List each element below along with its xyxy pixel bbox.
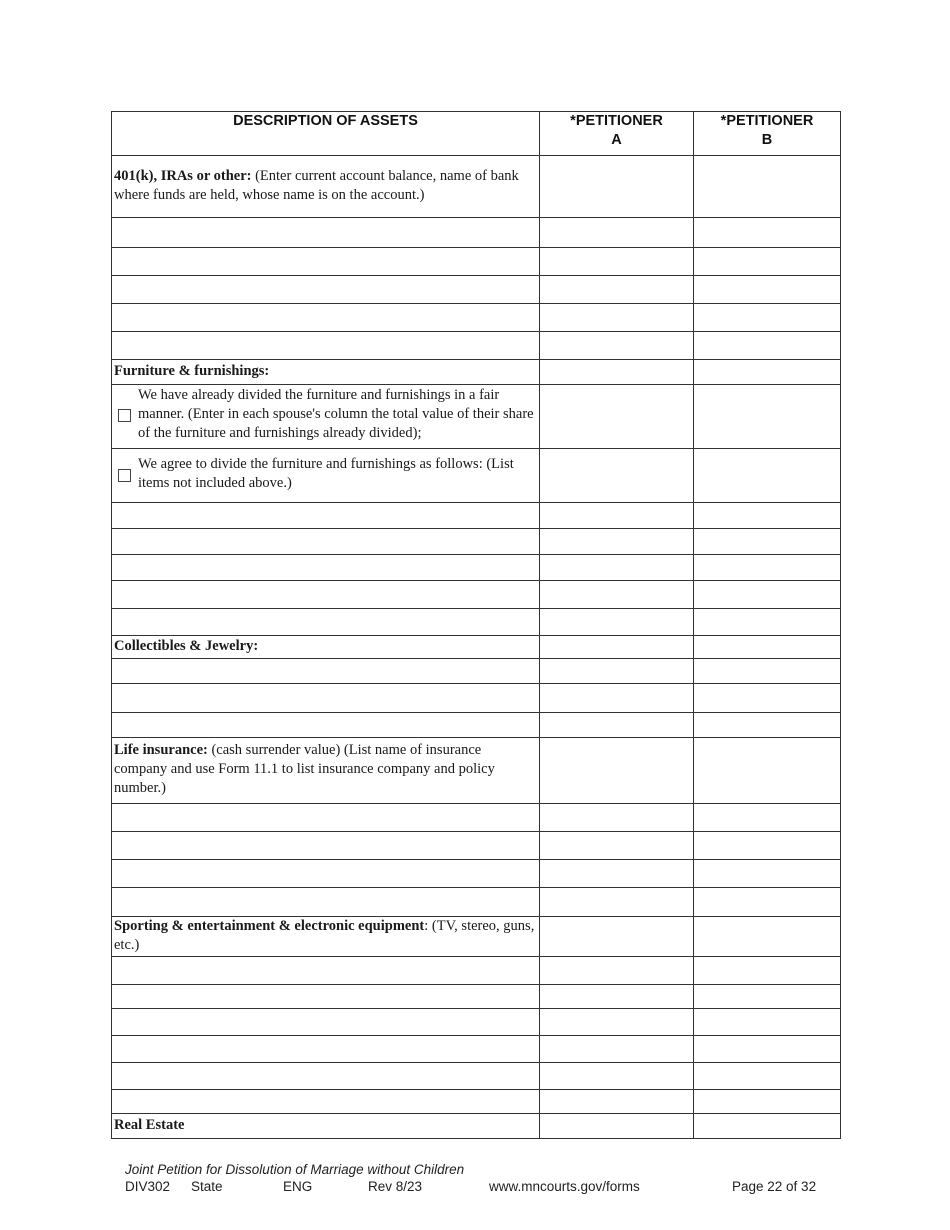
- petitioner-a-value-cell[interactable]: [540, 1036, 694, 1063]
- petitioner-a-value-cell[interactable]: [540, 917, 694, 957]
- petitioner-a-value-cell[interactable]: [540, 555, 694, 581]
- description-entry-cell[interactable]: [112, 832, 540, 860]
- description-entry-cell[interactable]: [112, 659, 540, 684]
- petitioner-a-value-cell[interactable]: [540, 804, 694, 832]
- table-row: [112, 1063, 841, 1090]
- petitioner-b-value-cell[interactable]: [694, 529, 841, 555]
- petitioner-b-value-cell[interactable]: [694, 985, 841, 1009]
- furniture-already-divided-text: We have already divided the furniture and furnishings in a fair manner. (Enter in each spouse's column the total value of their share of the furniture and furnishings already divided);: [138, 387, 534, 441]
- description-entry-cell[interactable]: [112, 304, 540, 332]
- real-estate-label: Real Estate: [114, 1117, 185, 1133]
- petitioner-a-value-cell[interactable]: [540, 1114, 694, 1139]
- collectibles-description: [112, 636, 540, 659]
- table-row: [112, 1036, 841, 1063]
- table-header-row: [112, 112, 841, 156]
- retirement-label: 401(k), IRAs or other:: [114, 168, 252, 184]
- petitioner-a-value-cell[interactable]: [540, 218, 694, 248]
- description-entry-cell[interactable]: [112, 609, 540, 636]
- footer-state: State: [191, 1179, 223, 1194]
- description-entry-cell[interactable]: [112, 555, 540, 581]
- real-estate-description: [112, 1114, 540, 1139]
- petitioner-a-value-cell[interactable]: [540, 156, 694, 218]
- petitioner-a-value-cell[interactable]: [540, 659, 694, 684]
- furniture-already-divided-checkbox[interactable]: [118, 409, 131, 422]
- petitioner-a-value-cell[interactable]: [540, 860, 694, 888]
- petitioner-a-value-cell[interactable]: [540, 636, 694, 659]
- furniture-option-already-divided: [112, 385, 540, 449]
- retirement-section-row: [112, 156, 841, 218]
- table-row: [112, 832, 841, 860]
- column-header-description: DESCRIPTION OF ASSETS: [112, 112, 540, 156]
- petitioner-b-value-cell[interactable]: [694, 449, 841, 503]
- description-entry-cell[interactable]: [112, 1063, 540, 1090]
- sporting-equipment-label: Sporting & entertainment & electronic equipment: [114, 918, 425, 934]
- petitioner-b-value-cell[interactable]: [694, 684, 841, 713]
- petitioner-b-value-cell[interactable]: [694, 804, 841, 832]
- life-insurance-section-row: [112, 738, 841, 804]
- petitioner-a-value-cell[interactable]: [540, 248, 694, 276]
- table-row: [112, 1009, 841, 1036]
- table-row: [112, 581, 841, 609]
- petitioner-a-value-cell[interactable]: [540, 581, 694, 609]
- description-entry-cell[interactable]: [112, 985, 540, 1009]
- table-row: [112, 659, 841, 684]
- petitioner-b-value-cell[interactable]: [694, 1009, 841, 1036]
- table-row: [112, 276, 841, 304]
- petitioner-b-value-cell[interactable]: [694, 555, 841, 581]
- description-entry-cell[interactable]: [112, 888, 540, 917]
- furniture-section-row: [112, 360, 841, 385]
- description-entry-cell[interactable]: [112, 860, 540, 888]
- description-entry-cell[interactable]: [112, 332, 540, 360]
- table-row: [112, 555, 841, 581]
- petitioner-a-value-cell[interactable]: [540, 957, 694, 985]
- collectibles-label: Collectibles & Jewelry:: [114, 638, 259, 654]
- petitioner-a-value-cell[interactable]: [540, 609, 694, 636]
- petitioner-a-value-cell[interactable]: [540, 360, 694, 385]
- petitioner-b-value-cell[interactable]: [694, 1114, 841, 1139]
- footer-website-link[interactable]: www.mncourts.gov/forms: [489, 1179, 640, 1194]
- furniture-agree-divide-checkbox[interactable]: [118, 469, 131, 482]
- petitioner-b-value-cell[interactable]: [694, 385, 841, 449]
- table-row: [112, 304, 841, 332]
- description-entry-cell[interactable]: [112, 276, 540, 304]
- petitioner-b-value-cell[interactable]: [694, 1063, 841, 1090]
- sporting-equipment-instructions: : (TV, stereo, guns, etc.): [114, 918, 535, 953]
- petitioner-a-value-cell[interactable]: [540, 449, 694, 503]
- footer-form-title: Joint Petition for Dissolution of Marriage without Children: [125, 1162, 465, 1177]
- description-entry-cell[interactable]: [112, 684, 540, 713]
- petitioner-b-value-cell[interactable]: [694, 503, 841, 529]
- petitioner-b-value-cell[interactable]: [694, 218, 841, 248]
- petitioner-b-value-cell[interactable]: [694, 248, 841, 276]
- real-estate-section-row: [112, 1114, 841, 1139]
- petitioner-b-value-cell[interactable]: [694, 832, 841, 860]
- sporting-equipment-description: [112, 917, 540, 957]
- furniture-agree-divide-text: We agree to divide the furniture and furnishings as follows: (List items not included above.): [138, 456, 514, 491]
- petitioner-b-value-cell[interactable]: [694, 360, 841, 385]
- petitioner-b-value-cell[interactable]: [694, 1036, 841, 1063]
- petitioner-b-value-cell[interactable]: [694, 957, 841, 985]
- footer-revision: Rev 8/23: [368, 1179, 423, 1194]
- description-entry-cell[interactable]: [112, 804, 540, 832]
- petitioner-b-value-cell[interactable]: [694, 917, 841, 957]
- petitioner-b-value-cell[interactable]: [694, 156, 841, 218]
- description-entry-cell[interactable]: [112, 713, 540, 738]
- life-insurance-label: Life insurance:: [114, 742, 208, 758]
- furniture-option-agree-divide-row: [112, 449, 841, 503]
- petitioner-a-value-cell[interactable]: [540, 529, 694, 555]
- petitioner-a-value-cell[interactable]: [540, 1090, 694, 1114]
- petitioner-a-value-cell[interactable]: [540, 332, 694, 360]
- furniture-option-already-divided-row: [112, 385, 841, 449]
- footer-page-number: Page 22 of 32: [732, 1179, 817, 1194]
- assets-table: [111, 111, 841, 1139]
- petitioner-b-value-cell[interactable]: [694, 738, 841, 804]
- petitioner-b-value-cell[interactable]: [694, 1090, 841, 1114]
- table-row: [112, 713, 841, 738]
- petitioner-b-value-cell[interactable]: [694, 581, 841, 609]
- furniture-label: Furniture & furnishings:: [114, 363, 270, 379]
- footer-meta-row: [125, 1179, 825, 1197]
- table-row: [112, 888, 841, 917]
- petitioner-a-value-cell[interactable]: [540, 832, 694, 860]
- furniture-option-agree-divide: [112, 449, 540, 503]
- column-header-petitioner-b: *PETITIONER B: [694, 112, 841, 156]
- petitioner-b-value-cell[interactable]: [694, 860, 841, 888]
- table-row: [112, 985, 841, 1009]
- table-row: [112, 1090, 841, 1114]
- description-entry-cell[interactable]: [112, 957, 540, 985]
- page-footer: [125, 1161, 825, 1197]
- table-row: [112, 529, 841, 555]
- petitioner-b-value-cell[interactable]: [694, 636, 841, 659]
- petitioner-a-value-cell[interactable]: [540, 1063, 694, 1090]
- furniture-description: [112, 360, 540, 385]
- description-entry-cell[interactable]: [112, 1090, 540, 1114]
- footer-form-id: DIV302: [125, 1179, 171, 1194]
- petitioner-a-value-cell[interactable]: [540, 713, 694, 738]
- table-row: [112, 957, 841, 985]
- table-row: [112, 684, 841, 713]
- petitioner-a-value-cell[interactable]: [540, 888, 694, 917]
- petitioner-a-value-cell[interactable]: [540, 276, 694, 304]
- petitioner-b-value-cell[interactable]: [694, 888, 841, 917]
- collectibles-section-row: [112, 636, 841, 659]
- petitioner-a-value-cell[interactable]: [540, 304, 694, 332]
- petitioner-b-value-cell[interactable]: [694, 659, 841, 684]
- retirement-instructions: (Enter current account balance, name of bank where funds are held, whose name is on the account.): [114, 168, 519, 203]
- footer-language: ENG: [283, 1179, 313, 1194]
- description-entry-cell[interactable]: [112, 503, 540, 529]
- description-entry-cell[interactable]: [112, 529, 540, 555]
- petitioner-b-value-cell[interactable]: [694, 713, 841, 738]
- table-row: [112, 860, 841, 888]
- petitioner-a-value-cell[interactable]: [540, 503, 694, 529]
- description-entry-cell[interactable]: [112, 218, 540, 248]
- petitioner-b-value-cell[interactable]: [694, 304, 841, 332]
- column-header-petitioner-a: *PETITIONER A: [540, 112, 694, 156]
- description-entry-cell[interactable]: [112, 581, 540, 609]
- table-row: [112, 218, 841, 248]
- petitioner-b-value-cell[interactable]: [694, 276, 841, 304]
- description-entry-cell[interactable]: [112, 248, 540, 276]
- life-insurance-instructions: (cash surrender value) (List name of insurance company and use Form 11.1 to list insurance company and policy number.): [114, 742, 495, 796]
- sporting-equipment-section-row: [112, 917, 841, 957]
- petitioner-a-value-cell[interactable]: [540, 1009, 694, 1036]
- petitioner-a-value-cell[interactable]: [540, 385, 694, 449]
- life-insurance-description: [112, 738, 540, 804]
- petitioner-b-value-cell[interactable]: [694, 609, 841, 636]
- table-row: [112, 248, 841, 276]
- petitioner-a-value-cell[interactable]: [540, 985, 694, 1009]
- description-entry-cell[interactable]: [112, 1009, 540, 1036]
- petitioner-a-value-cell[interactable]: [540, 684, 694, 713]
- petitioner-a-value-cell[interactable]: [540, 738, 694, 804]
- table-row: [112, 332, 841, 360]
- petitioner-b-value-cell[interactable]: [694, 332, 841, 360]
- description-entry-cell[interactable]: [112, 1036, 540, 1063]
- retirement-description: [112, 156, 540, 218]
- table-row: [112, 609, 841, 636]
- table-row: [112, 503, 841, 529]
- table-row: [112, 804, 841, 832]
